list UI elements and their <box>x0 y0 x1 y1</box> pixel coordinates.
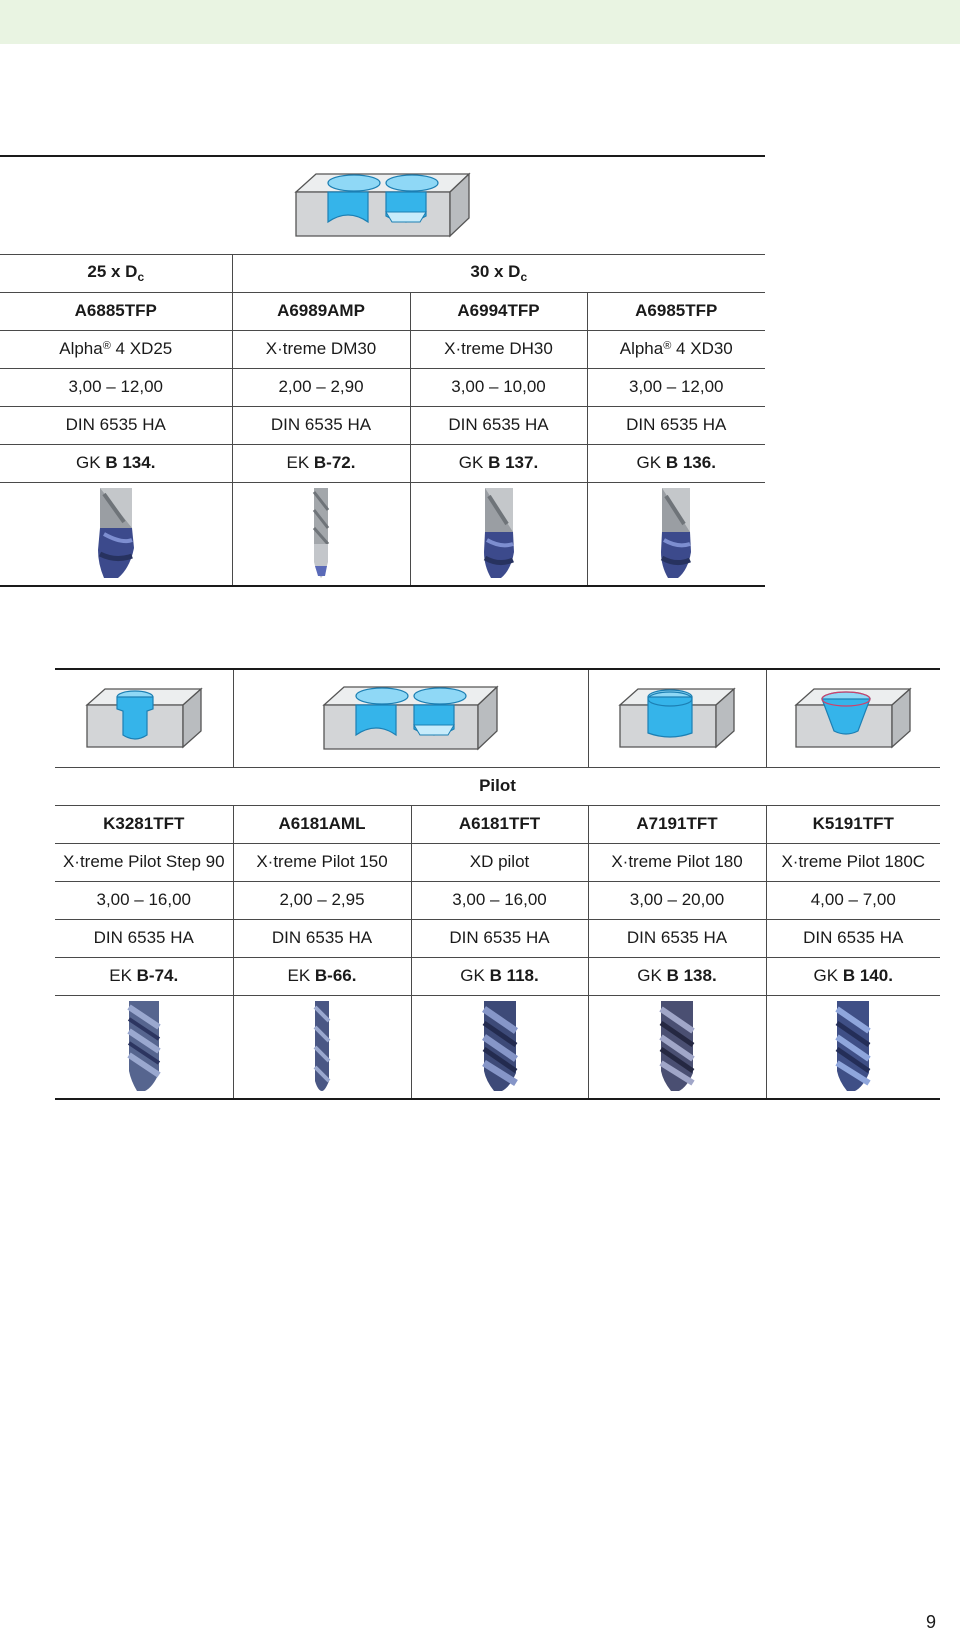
catalog-reference: EK B-72. <box>232 444 410 482</box>
icon-row <box>0 156 765 254</box>
diameter-range: 2,00 – 2,95 <box>233 881 411 919</box>
icon-cell <box>233 669 588 767</box>
shank-standard: DIN 6535 HA <box>587 406 765 444</box>
catalog-reference: EK B-66. <box>233 957 411 995</box>
diameter-range: 4,00 – 7,00 <box>766 881 940 919</box>
drill-image-cell <box>233 995 411 1099</box>
product-code: A6181TFT <box>411 805 588 843</box>
catalog-reference: GK B 140. <box>766 957 940 995</box>
diameter-range: 3,00 – 20,00 <box>588 881 766 919</box>
product-name: X·treme Pilot Step 90 <box>55 843 233 881</box>
drill-image-cell <box>55 995 233 1099</box>
product-code: A6989AMP <box>232 292 410 330</box>
product-name: Alpha® 4 XD25 <box>0 330 232 368</box>
drill-image-cell <box>410 482 587 586</box>
drill-bit-icon <box>125 1001 163 1093</box>
top-header-band <box>0 0 960 44</box>
product-code: A6985TFP <box>587 292 765 330</box>
shank-standard: DIN 6535 HA <box>0 406 232 444</box>
pilot-drill-table <box>55 668 940 1100</box>
catalog-reference: GK B 138. <box>588 957 766 995</box>
drill-bit-icon <box>481 488 517 580</box>
drill-bit-icon <box>657 1001 697 1093</box>
drill-image-cell <box>588 995 766 1099</box>
catalog-reference: GK B 137. <box>410 444 587 482</box>
product-code: A6885TFP <box>0 292 232 330</box>
icon-cell <box>588 669 766 767</box>
shank-standard: DIN 6535 HA <box>588 919 766 957</box>
shank-standard: DIN 6535 HA <box>232 406 410 444</box>
shank-standard: DIN 6535 HA <box>410 406 587 444</box>
product-name: X·treme Pilot 180 <box>588 843 766 881</box>
drill-image-cell <box>411 995 588 1099</box>
double-hole-block-icon <box>294 172 472 238</box>
shank-standard: DIN 6535 HA <box>411 919 588 957</box>
diameter-range: 3,00 – 10,00 <box>410 368 587 406</box>
product-name: X·treme DM30 <box>232 330 410 368</box>
product-name: X·treme Pilot 150 <box>233 843 411 881</box>
diameter-range: 3,00 – 16,00 <box>55 881 233 919</box>
catalog-reference: GK B 134. <box>0 444 232 482</box>
product-name: X·treme DH30 <box>410 330 587 368</box>
deep-hole-drill-table <box>0 155 765 587</box>
drill-bit-icon <box>480 1001 520 1093</box>
shank-standard: DIN 6535 HA <box>766 919 940 957</box>
step-hole-block-icon <box>85 687 203 749</box>
double-hole-block-icon <box>322 685 500 751</box>
header-25xdc: 25 x $D_c$ <box>0 254 232 292</box>
drill-bit-icon <box>658 488 694 580</box>
drill-bit-icon <box>310 488 332 580</box>
catalog-reference: EK B-74. <box>55 957 233 995</box>
shank-standard: DIN 6535 HA <box>55 919 233 957</box>
product-name: X·treme Pilot 180C <box>766 843 940 881</box>
product-code: K5191TFT <box>766 805 940 843</box>
drill-image-cell <box>587 482 765 586</box>
product-code: A6994TFP <box>410 292 587 330</box>
product-code: A7191TFT <box>588 805 766 843</box>
icon-cell <box>55 669 233 767</box>
header-30xdc: 30 x $D_c$ <box>232 254 765 292</box>
drill-image-cell <box>0 482 232 586</box>
cylinder-hole-block-icon <box>618 687 736 749</box>
drill-bit-icon <box>833 1001 873 1093</box>
shank-standard: DIN 6535 HA <box>233 919 411 957</box>
drill-image-cell <box>766 995 940 1099</box>
product-code: A6181AML <box>233 805 411 843</box>
diameter-range: 3,00 – 12,00 <box>0 368 232 406</box>
drill-bit-icon <box>94 488 138 580</box>
catalog-reference: GK B 118. <box>411 957 588 995</box>
diameter-range: 3,00 – 12,00 <box>587 368 765 406</box>
catalog-reference: GK B 136. <box>587 444 765 482</box>
product-name: Alpha® 4 XD30 <box>587 330 765 368</box>
page-number: 9 <box>926 1612 937 1632</box>
header-pilot: Pilot <box>55 767 940 805</box>
diameter-range: 3,00 – 16,00 <box>411 881 588 919</box>
icon-cell <box>766 669 940 767</box>
diameter-range: 2,00 – 2,90 <box>232 368 410 406</box>
product-code: K3281TFT <box>55 805 233 843</box>
cone-hole-block-icon <box>794 687 912 749</box>
drill-bit-icon <box>311 1001 333 1093</box>
drill-image-cell <box>232 482 410 586</box>
product-name: XD pilot <box>411 843 588 881</box>
